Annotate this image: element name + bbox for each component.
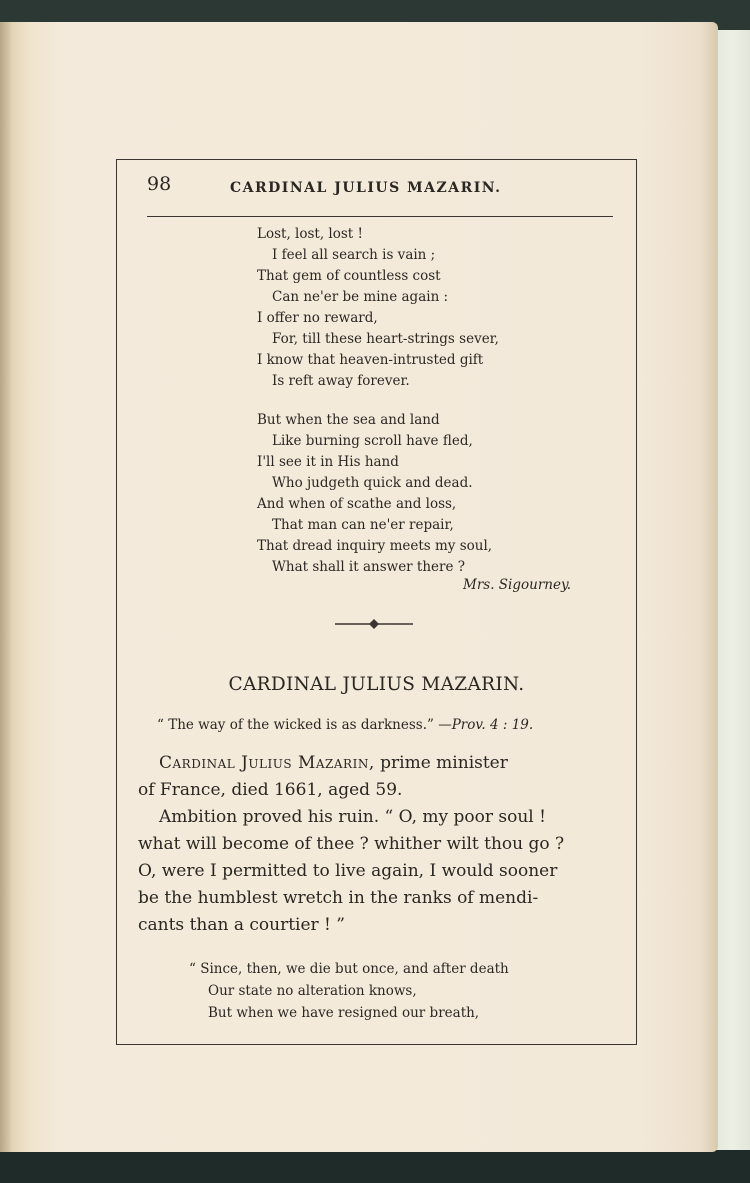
book-page bbox=[0, 22, 718, 1152]
poem-line: Is reft away forever. bbox=[272, 373, 410, 389]
paragraph-intro bbox=[138, 750, 610, 804]
paragraph-line: cants than a courtier ! ” bbox=[138, 915, 345, 935]
poem-line: I know that heaven-intrusted gift bbox=[257, 352, 484, 368]
poem-line: Like burning scroll have fled, bbox=[272, 433, 473, 449]
verse-line: But when we have resigned our breath, bbox=[208, 1005, 480, 1021]
paragraph-line: be the humblest wretch in the ranks of mendi- bbox=[138, 888, 539, 908]
paragraph-line: Ambition proved his ruin. “ O, my poor soul ! bbox=[159, 807, 546, 827]
poem bbox=[257, 224, 627, 578]
poem-line: I offer no reward, bbox=[257, 310, 378, 326]
poem-line: I'll see it in His hand bbox=[257, 454, 399, 470]
epigraph-reference: Prov. 4 : 19. bbox=[451, 717, 534, 733]
poem-line: That dread inquiry meets my soul, bbox=[257, 538, 493, 554]
poem-line: But when the sea and land bbox=[257, 412, 440, 428]
closing-verse bbox=[189, 958, 509, 1024]
paragraph-line: what will become of thee ? whither wilt thou go ? bbox=[138, 834, 565, 854]
poem-line: Can ne'er be mine again : bbox=[272, 289, 449, 305]
poem-line: Lost, lost, lost ! bbox=[257, 226, 363, 242]
poem-attribution: Mrs. Sigourney. bbox=[463, 577, 572, 593]
poem-line: Who judgeth quick and dead. bbox=[272, 475, 473, 491]
paragraph-text: prime minister bbox=[374, 753, 508, 773]
poem-line: What shall it answer there ? bbox=[272, 559, 466, 575]
page-number: 98 bbox=[147, 173, 172, 195]
poem-line: I feel all search is vain ; bbox=[272, 247, 436, 263]
paragraph-quote bbox=[138, 804, 610, 939]
text-frame bbox=[116, 159, 637, 1045]
paragraph-line: O, were I permitted to live again, I would sooner bbox=[138, 861, 558, 881]
spine-shadow bbox=[0, 22, 12, 1152]
epigraph-quote: “ The way of the wicked is as darkness.” — bbox=[157, 717, 452, 733]
section-title: CARDINAL JULIUS MAZARIN. bbox=[228, 674, 525, 695]
section-divider-ornament bbox=[335, 618, 413, 630]
verse-line: Our state no alteration knows, bbox=[208, 983, 417, 999]
book-cover-bottom bbox=[0, 1150, 750, 1183]
verse-line: “ Since, then, we die but once, and after death bbox=[189, 961, 509, 977]
poem-line: And when of scathe and loss, bbox=[257, 496, 457, 512]
subject-name: Cardinal Julius Mazarin, bbox=[159, 753, 375, 773]
poem-line: That man can ne'er repair, bbox=[272, 517, 454, 533]
poem-line: For, till these heart-strings sever, bbox=[272, 331, 499, 347]
poem-line: That gem of countless cost bbox=[257, 268, 441, 284]
epigraph bbox=[157, 717, 533, 733]
header-rule bbox=[147, 216, 613, 217]
running-head: CARDINAL JULIUS MAZARIN. bbox=[230, 180, 502, 196]
page-header bbox=[147, 168, 617, 206]
paragraph-line: of France, died 1661, aged 59. bbox=[138, 780, 403, 800]
